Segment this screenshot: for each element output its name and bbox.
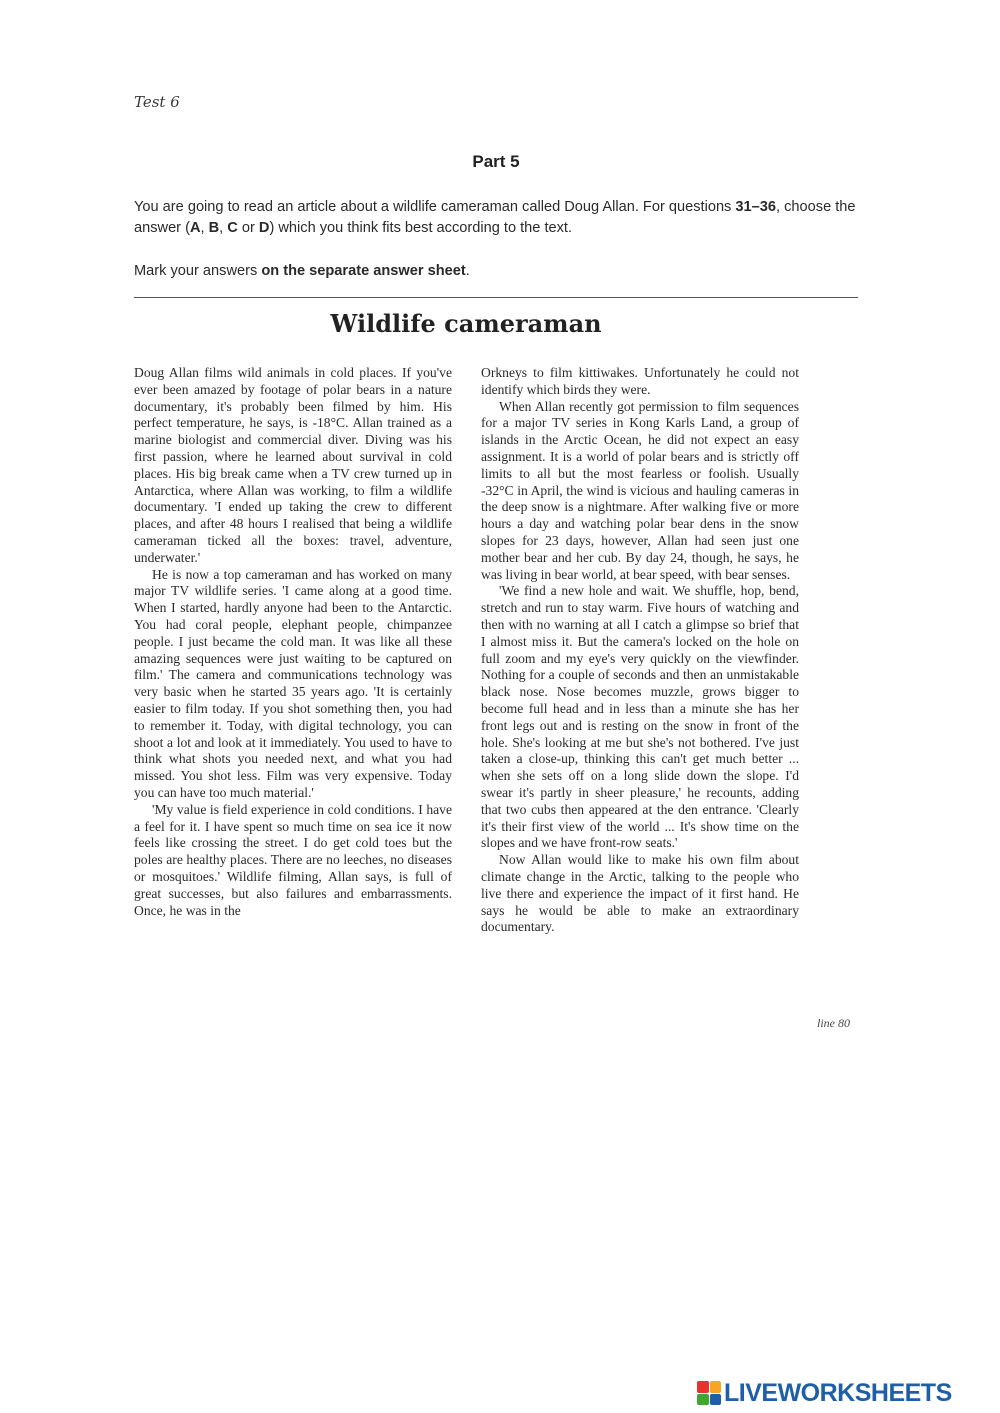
logo-text: LIVEWORKSHEETS	[724, 1378, 952, 1407]
paragraph: Now Allan would like to make his own film about climate change in the Arctic, talking to the people who live there and experience the impact of it first hand. He says he would be able to make an extraordinary documentary.	[481, 852, 799, 935]
logo-square	[697, 1381, 709, 1393]
article-column-left	[134, 365, 452, 919]
paragraph: Orkneys to film kittiwakes. Unfortunately he could not identify which birds they were.	[481, 365, 799, 397]
logo-square	[697, 1394, 709, 1406]
liveworksheets-logo[interactable]	[697, 1378, 952, 1408]
paragraph: He is now a top cameraman and has worked on many major TV wildlife series. 'I came along at a good time. When I started, hardly anyone had been to the Antarctic. You had coral people, elephant people, chimpanzee people. I just became the cold man. It was like all these amazing sequences were just waiting to be captured on film.' The camera and communications technology was very basic when he started 35 years ago. 'It is certainly easier to film today. If you shot something then, you had to remember it. Today, with digital technology, you can shoot a lot and look at it immediately. You used to have to think what shots you needed next, and what you had missed. You shot less. Film was very expensive. Today you can have too much material.'	[134, 566, 452, 800]
paragraph: Doug Allan films wild animals in cold places. If you've ever been amazed by footage of polar bears in a nature documentary, it's probably been filmed by him. His perfect temperature, he says, is -18°C. Allan trained as a marine biologist and commercial diver. Diving was his first passion, where he learned about survival in cold places. His big break came when a TV crew turned up in Antarctica, where Allan was working, to film a wildlife documentary. 'I ended up taking the crew to different places, and after 48 hours I realised that being a wildlife cameraman ticked all the boxes: travel, adventure, underwater.'	[134, 365, 452, 565]
answer-sheet-note: Mark your answers on the separate answer sheet.	[134, 263, 470, 279]
divider	[134, 297, 858, 298]
logo-square	[710, 1394, 722, 1406]
article-title: Wildlife cameraman	[330, 309, 602, 338]
test-label: Test 6	[134, 93, 180, 111]
part-title: Part 5	[472, 152, 520, 171]
paragraph: When Allan recently got permission to film sequences for a major TV series in Kong Karls Land, a group of islands in the Arctic Ocean, he did not expect an easy assignment. It is a world of polar bears and is strictly off limits to all but the most fearless or foolish. Usually -32°C in April, the wind is vicious and hauling cameras in the deep snow is a nightmare. After walking five or more hours a day and watching polar bear dens in the snow slopes for 23 days, however, Allan had seen just one mother bear and her cub. By day 24, though, he says, he was living in bear world, at bear speed, with bear senses.	[481, 398, 799, 582]
paragraph: 'My value is field experience in cold conditions. I have a feel for it. I have spent so much time on sea ice it now feels like crossing the street. I do get cold toes but the poles are healthy places. There are no leeches, no diseases or mosquitoes.' Wildlife filming, Allan says, is full of great successes, but also failures and embarrassments. Once, he was in the	[134, 801, 452, 918]
line-reference: line 80	[817, 1016, 850, 1030]
paragraph: 'We find a new hole and wait. We shuffle, hop, bend, stretch and run to stay warm. Five hours of watching and then with no warning at all I catch a glimpse so brief that I almost miss it. But the camera's locked on the hole on full zoom and my eye's very quickly on the viewfinder. Nothing for a couple of seconds and then an unmistakable black nose. Nose becomes muzzle, grows bigger to become full head and in less than a minute she has her front legs out and is resting on the snow in front of the hole. She's looking at me but she's not bothered. I've just taken a close-up, thinking this can't get much better ... when she sets off on a long slide down the slope. I'd swear it's partly in sheer pleasure,' he recounts, adding that two cubs then appeared at the den entrance. 'Clearly it's their first view of the world ... It's show time on the slopes and we have front-row seats.'	[481, 583, 799, 851]
article-column-right	[481, 365, 799, 936]
logo-square	[710, 1381, 722, 1393]
logo-squares-icon	[697, 1381, 721, 1405]
instructions: You are going to read an article about a wildlife cameraman called Doug Allan. For questions 31–36, choose the answer (A, B, C or D) which you think fits best according to the text.	[134, 199, 856, 236]
